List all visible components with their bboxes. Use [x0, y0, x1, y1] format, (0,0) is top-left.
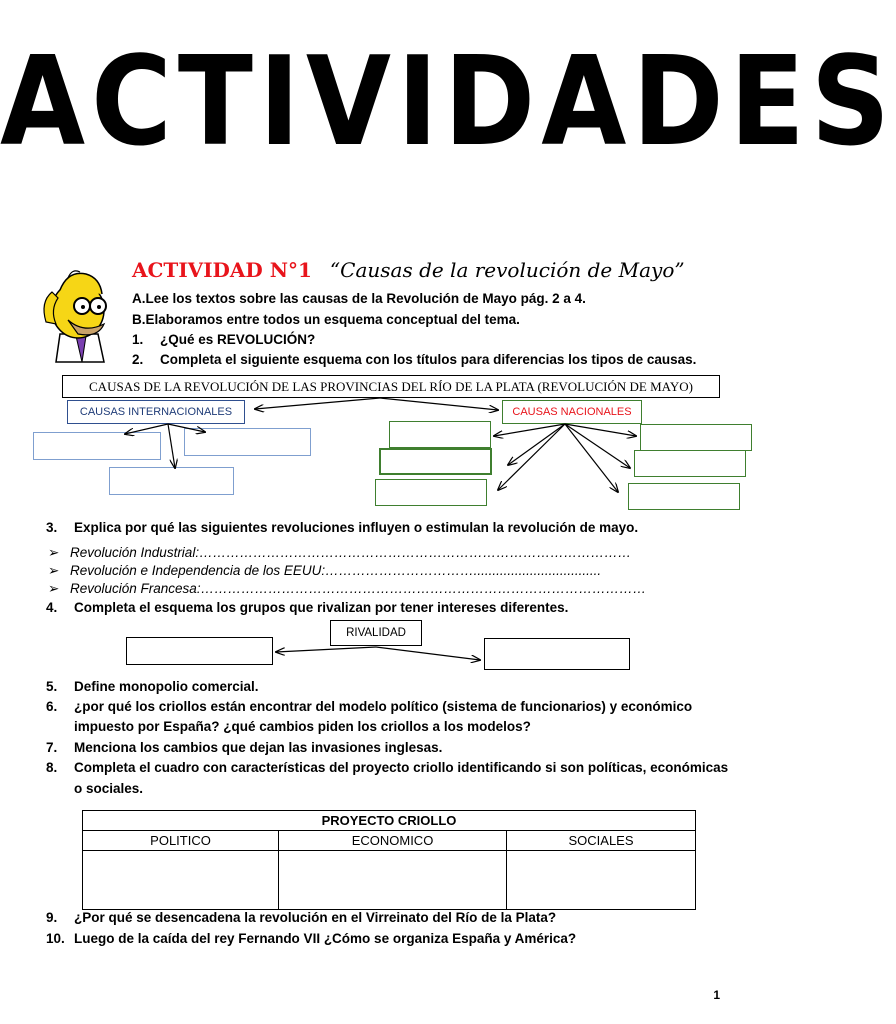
question-1: 1. ¿Qué es REVOLUCIÓN? [132, 332, 316, 347]
question-4: 4. Completa el esquema los grupos que rivalizan por tener intereses diferentes. [46, 600, 569, 615]
instruction-a: A.Lee los textos sobre las causas de la Revolución de Mayo pág. 2 a 4. [132, 291, 586, 306]
answer-box[interactable] [126, 637, 273, 665]
question-2: 2. Completa el siguiente esquema con los títulos para diferencias los tipos de causas. [132, 352, 697, 367]
column-header-politico: POLITICO [83, 831, 279, 851]
table-title: PROYECTO CRIOLLO [83, 811, 696, 831]
table-cell-economico[interactable] [279, 851, 507, 910]
international-causes-label: CAUSAS INTERNACIONALES [67, 400, 245, 424]
column-header-sociales: SOCIALES [507, 831, 696, 851]
question-7: 7. Menciona los cambios que dejan las invasiones inglesas. [46, 740, 443, 755]
bullet-francesa: ➢ Revolución Francesa:……………………………………………………………………………………… [48, 581, 647, 596]
bullet-industrial: ➢ Revolución Industrial:…………………………………………………………………………………… [48, 545, 632, 560]
page-title: ACTIVIDADES [0, 29, 896, 174]
question-10: 10. Luego de la caída del rey Fernando VII ¿Cómo se organiza España y América? [46, 931, 577, 946]
causes-header-box: CAUSAS DE LA REVOLUCIÓN DE LAS PROVINCIAS DEL RÍO DE LA PLATA (REVOLUCIÓN DE MAYO) [62, 375, 720, 398]
question-9: 9. ¿Por qué se desencadena la revolución en el Virreinato del Río de la Plata? [46, 910, 557, 925]
activity-number: ACTIVIDAD N°1 [132, 258, 312, 282]
page-number: 1 [713, 988, 720, 1002]
answer-box[interactable] [484, 638, 630, 670]
rivalry-label: RIVALIDAD [330, 620, 422, 646]
instruction-b: B.Elaboramos entre todos un esquema conceptual del tema. [132, 312, 520, 327]
activity-subtitle: “Causas de la revolución de Mayo” [329, 258, 685, 282]
question-6: 6. ¿por qué los criollos están encontrar del modelo político (sistema de funcionarios) y económico [46, 699, 693, 714]
table-cell-politico[interactable] [83, 851, 279, 910]
question-8: 8. Completa el cuadro con características del proyecto criollo identificando si son políticas, económicas [46, 760, 729, 775]
question-5: 5. Define monopolio comercial. [46, 679, 259, 694]
question-8-cont: o sociales. [74, 781, 144, 796]
bullet-eeuu: ➢ Revolución e Independencia de los EEUU:…………………………….................................. [48, 563, 602, 578]
column-header-economico: ECONOMICO [279, 831, 507, 851]
national-causes-label: CAUSAS NACIONALES [502, 400, 642, 424]
question-3: 3. Explica por qué las siguientes revoluciones influyen o estimulan la revolución de mayo. [46, 520, 639, 535]
question-6-cont: impuesto por España? ¿qué cambios piden los criollos a los modelos? [74, 719, 531, 734]
proyecto-criollo-table [82, 810, 696, 910]
table-cell-sociales[interactable] [507, 851, 696, 910]
